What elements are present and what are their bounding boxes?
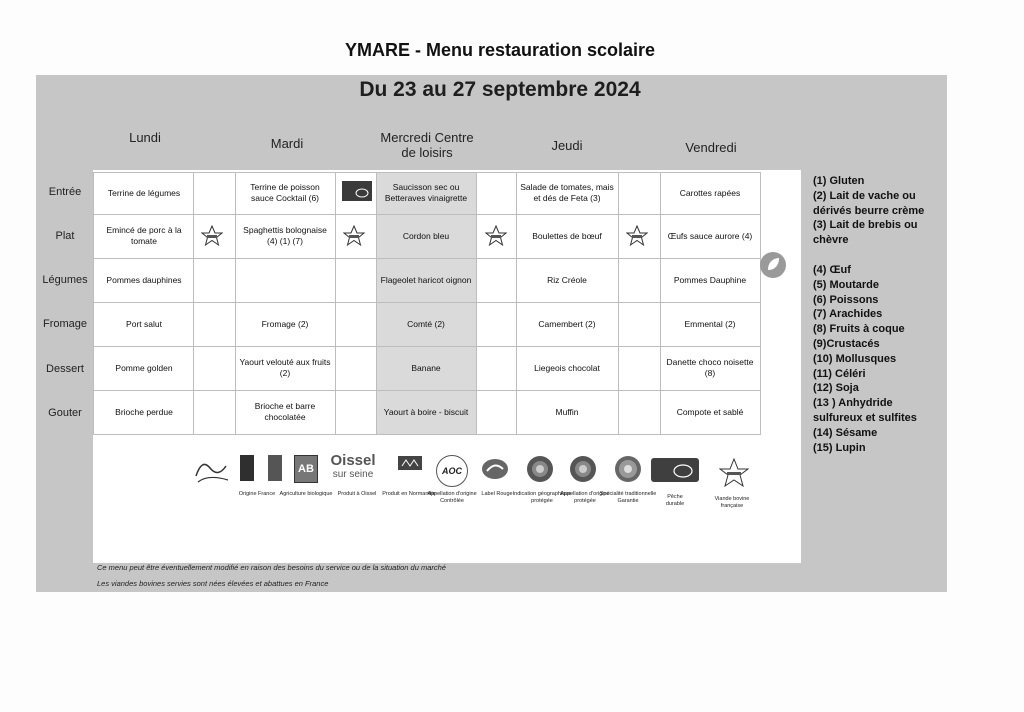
cell-jeudi-gouter: Muffin [555, 406, 579, 417]
oissel-logo-top: Oissel [330, 452, 376, 469]
cell-jeudi-entree: Salade de tomates, mais et dés de Feta (3) [520, 182, 614, 203]
cell-mercredi-dessert: Banane [411, 362, 441, 373]
row-label-plat: Plat [55, 230, 75, 242]
cell-vendredi-gouter: Compote et sablé [676, 406, 744, 417]
caption-produit-normandie: Produit en Normandie [382, 491, 436, 497]
cell-jeudi-legumes: Riz Créole [547, 274, 587, 285]
cell-lundi-legumes: Pommes dauphines [106, 274, 182, 285]
vegetarien-leaf-icon [758, 250, 788, 280]
fait-maison-logo [192, 456, 232, 486]
cell-jeudi-dessert: Liegeois chocolat [534, 362, 600, 373]
cell-lundi-dessert: Pomme golden [115, 362, 173, 373]
igp-logo [526, 455, 554, 483]
cell-jeudi-plat: Boulettes de bœuf [532, 230, 602, 241]
row-label-dessert: Dessert [46, 363, 84, 375]
aoc-logo: AOC [436, 455, 468, 487]
allergen-item: (4) Œuf [813, 263, 851, 276]
allergen-item: (15) Lupin [813, 441, 866, 454]
cell-vendredi-dessert: Danette choco noisette (8) [666, 357, 754, 378]
cell-mardi-gouter: Brioche et barre chocolatée [254, 401, 316, 422]
cell-vendredi-legumes: Pommes Dauphine [673, 274, 747, 285]
caption-label-rouge: Label Rouge [481, 491, 513, 497]
allergen-item: (2) Lait de vache ou [813, 189, 916, 202]
row-label-gouter: Gouter [48, 407, 82, 419]
caption-viande-bovine: Viande bovine française [714, 496, 750, 509]
week-title: Du 23 au 27 septembre 2024 [359, 78, 641, 101]
viande-bovine-francaise-logo [719, 458, 749, 488]
allergen-item: dérivés beurre crème [813, 204, 925, 217]
day-header-mardi: Mardi [270, 136, 304, 151]
viande-bovine-francaise-icon [343, 225, 365, 247]
label-rouge-logo [481, 457, 509, 481]
allergen-item: (9)Crustacés [813, 337, 880, 350]
allergen-item: (14) Sésame [813, 426, 878, 439]
caption-produit-oissel: Produit à Oissel [337, 491, 377, 497]
row-label-fromage: Fromage [42, 318, 88, 330]
cell-mercredi-fromage: Comté (2) [407, 318, 445, 329]
grid-vertical-line [618, 172, 619, 435]
normandie-logo [398, 456, 422, 478]
cell-mercredi-gouter: Yaourt à boire - biscuit [383, 406, 469, 417]
allergen-item: (3) Lait de brebis ou [813, 219, 918, 232]
allergen-item: (6) Poissons [813, 293, 879, 306]
cell-mardi-fromage: Fromage (2) [261, 318, 309, 329]
caption-agriculture-biologique: Agriculture biologique [279, 491, 333, 497]
cell-mercredi-entree: Saucisson sec ou Betteraves vinaigrette [384, 182, 468, 203]
allergen-item: (12) Soja [813, 382, 859, 395]
origine-france-flag-right-icon [268, 455, 282, 481]
allergen-item: (13 ) Anhydride [813, 397, 893, 410]
cell-lundi-entree: Terrine de légumes [107, 187, 181, 198]
grid-horizontal-line [93, 434, 761, 435]
allergen-item: chèvre [813, 234, 849, 247]
row-label-legumes: Légumes [42, 274, 88, 286]
grid-vertical-line [476, 172, 477, 435]
viande-bovine-francaise-icon [201, 225, 223, 247]
peche-durable-logo [651, 458, 699, 482]
ab-bio-logo: AB [294, 455, 318, 483]
day-header-jeudi: Jeudi [551, 138, 583, 153]
day-header-mercredi [352, 130, 502, 160]
cell-vendredi-plat: Œufs sauce aurore (4) [667, 230, 753, 241]
viande-bovine-francaise-icon [485, 225, 507, 247]
grid-vertical-line [760, 172, 761, 435]
cell-lundi-plat: Emincé de porc à la tomate [106, 225, 182, 246]
footer-note-2: Les viandes bovines servies sont nées élevées et abattues en France [97, 579, 329, 588]
allergen-item: sulfureux et sulfites [813, 411, 917, 424]
cell-mercredi-plat: Cordon bleu [402, 230, 450, 241]
caption-igp: Indication géographique protégée [512, 491, 572, 504]
grid-vertical-line [93, 172, 94, 435]
day-header-vendredi: Vendredi [685, 140, 737, 155]
viande-bovine-francaise-icon [626, 225, 648, 247]
caption-origine-france: Origine France [238, 491, 276, 497]
allergen-item: (5) Moutarde [813, 278, 879, 291]
row-label-entree: Entrée [48, 186, 82, 198]
origine-france-flag-left-icon [240, 455, 254, 481]
caption-stg: Spécialité traditionnelle Garantie [599, 491, 657, 504]
cell-mercredi-legumes: Flageolet haricot oignon [380, 274, 472, 285]
grid-vertical-line [193, 172, 194, 435]
aop-logo [569, 455, 597, 483]
cell-vendredi-fromage: Emmental (2) [684, 318, 736, 329]
allergen-item: (10) Mollusques [813, 352, 897, 365]
allergen-item: (8) Fruits à coque [813, 323, 905, 336]
allergen-item: (1) Gluten [813, 175, 865, 187]
stg-logo [614, 455, 642, 483]
cell-mardi-plat: Spaghettis bolognaise (4) (1) (7) [243, 225, 327, 246]
day-header-mercredi-label: Mercredi Centre de loisirs [380, 130, 474, 160]
oissel-logo-bottom: sur seine [332, 469, 374, 480]
cell-mardi-legumes [235, 258, 335, 302]
caption-peche-durable: Pêche durable [665, 494, 685, 507]
allergen-item: (11) Céléri [813, 367, 866, 380]
peche-durable-icon [342, 181, 372, 201]
allergen-spacer [813, 248, 1023, 263]
allergen-item: (7) Arachides [813, 308, 883, 321]
oissel-logo [328, 452, 378, 481]
caption-aoc: Appellation d'origine Contrôlée [427, 491, 477, 504]
cell-mardi-entree: Terrine de poisson sauce Cocktail (6) [250, 182, 320, 203]
grid-vertical-line [335, 172, 336, 435]
allergen-list [813, 174, 1023, 455]
cell-lundi-fromage: Port salut [126, 318, 162, 329]
page-title: YMARE - Menu restauration scolaire [344, 40, 656, 60]
cell-vendredi-entree: Carottes rapées [679, 187, 741, 198]
cell-jeudi-fromage: Camembert (2) [538, 318, 596, 329]
footer-note-1: Ce menu peut être éventuellement modifié en raison des besoins du service ou de la situation du marché [97, 563, 446, 572]
day-header-lundi: Lundi [129, 130, 161, 145]
cell-lundi-gouter: Brioche perdue [115, 406, 173, 417]
cell-mardi-dessert: Yaourt velouté aux fruits (2) [239, 357, 331, 378]
caption-aop: Appellation d'origine protégée [560, 491, 610, 504]
